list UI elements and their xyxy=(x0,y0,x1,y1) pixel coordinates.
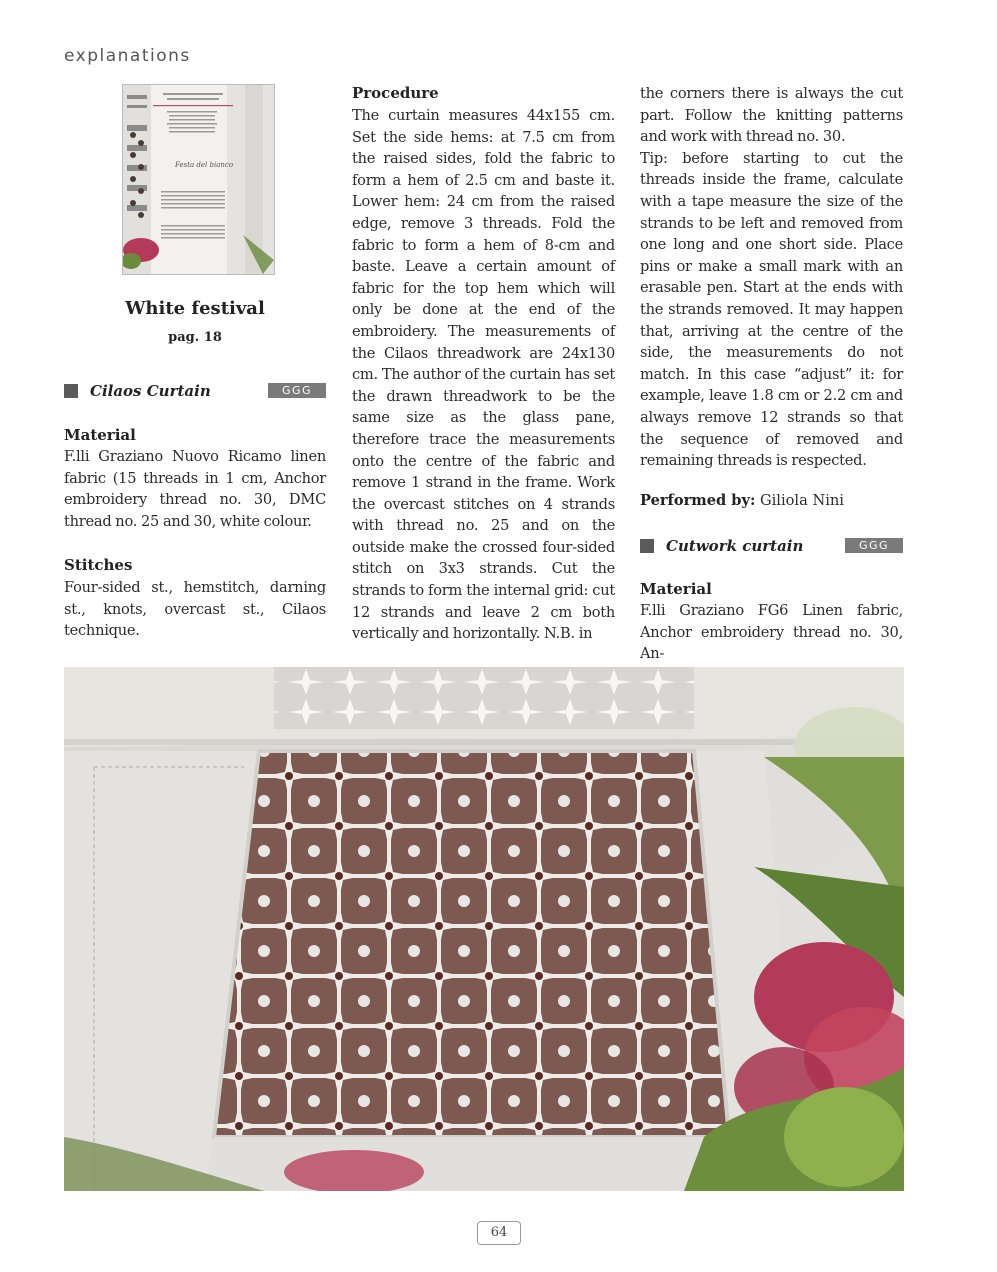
procedure-text: The curtain measures 44x155 cm. Set the side hems: at 7.5 cm from the raised sides, fold the fabric to form a hem of 2.5 cm and baste it. Lower hem: 24 cm from the raised edge, remove 3 threads. Fold the fabric to form a hem of 8-cm and baste. Leave a certain amount of fabric for the top hem which will only be done at the end of the embroidery. The measurements of the Cilaos threadwork are 24x130 cm. The author of the curtain has set the drawn threadwork to be the same size as the glass pane, therefore trace the measurements onto the centre of the fabric and remove 1 strand in the frame. Work the overcast stitches on 4 strands with thread no. 25 and on the outside make the crossed four-sided stitch on 3x3 strands. Cut the strands to form the internal grid: cut 12 strands and leave 2 cm both vertically and horizontally. N.B. in xyxy=(352,107,615,643)
project-name: Cilaos Curtain xyxy=(90,382,211,400)
material-text: F.lli Graziano Nuovo Ricamo linen fabric (15 threads in 1 cm, Anchor embroidery thread no. 30, DMC thread no. 25 and 30, white colour. xyxy=(64,448,326,530)
procedure-continued-paragraph: the corners there is always the cut part. Follow the knitting patterns and work with thread no. 30. xyxy=(640,85,903,146)
tip-paragraph: Tip: before starting to cut the threads inside the frame, calculate with a tape measure the size of the strands to be left and removed from one long and one short side. Place pins or make a small mark with an erasable pen. Start at the ends with the strands removed. It may happen that, arriving at the centre of the side, the measurements do not match. In this case “adjust” it: for example, leave 1.8 cm or 2.2 cm and always remove 12 strands so that the sequence of removed and remaining threads is respected. xyxy=(640,149,903,470)
material-heading: Material xyxy=(64,426,136,444)
project-header-cutwork xyxy=(640,537,903,555)
book-cover-thumbnail[interactable] xyxy=(122,84,275,275)
performed-by-name: Giliola Nini xyxy=(759,492,844,509)
stitches-heading: Stitches xyxy=(64,556,133,574)
page-number: 64 xyxy=(477,1221,521,1245)
book-page-reference: pag. 18 xyxy=(168,330,222,345)
difficulty-badge: GGG xyxy=(845,538,903,553)
project-header-cilaos xyxy=(64,382,326,400)
procedure-heading: Procedure xyxy=(352,84,439,102)
project-name: Cutwork curtain xyxy=(666,537,804,555)
material-heading-2: Material xyxy=(640,580,712,598)
stitches-text: Four-sided st., hemstitch, darning st., knots, overcast st., Cilaos technique. xyxy=(64,579,326,640)
bullet-square-icon xyxy=(64,384,78,398)
book-title: White festival xyxy=(125,298,265,319)
procedure-continued xyxy=(640,83,903,472)
svg-text:Festa del bianco: Festa del bianco xyxy=(175,161,234,169)
performed-by-label: Performed by: xyxy=(640,492,756,509)
material-text-2: F.lli Graziano FG6 Linen fabric, Anchor embroidery thread no. 30, An- xyxy=(640,602,903,663)
section-label: explanations xyxy=(64,46,191,66)
performed-by xyxy=(640,492,844,509)
difficulty-badge: GGG xyxy=(268,383,326,398)
curtain-photo xyxy=(64,667,904,1191)
bullet-square-icon xyxy=(640,539,654,553)
